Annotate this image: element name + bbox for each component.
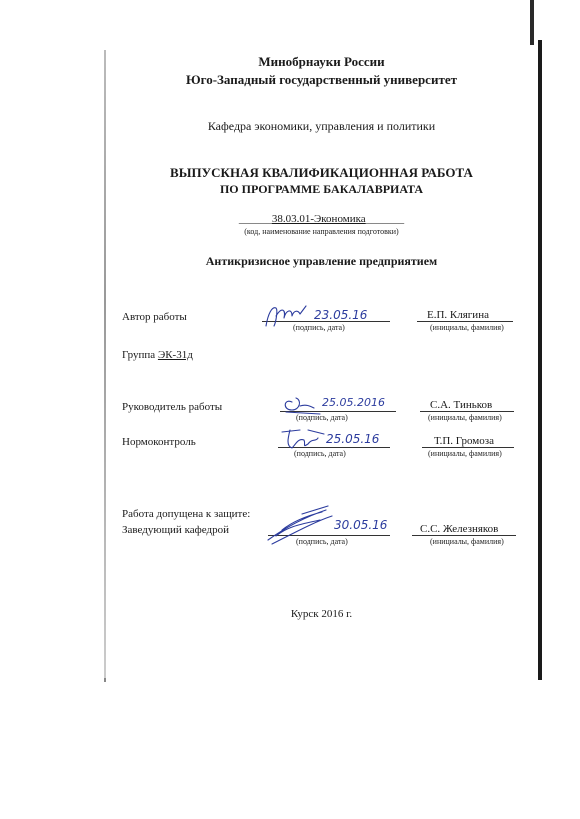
scan-edge-right [538, 40, 542, 680]
author-name: Е.П. Клягина [427, 309, 489, 321]
normcontrol-signature-caption: (подпись, дата) [294, 449, 346, 458]
head-signature [262, 500, 402, 548]
head-signature-caption: (подпись, дата) [296, 537, 348, 546]
normcontrol-handwritten-date: 25.05.16 [326, 432, 380, 446]
author-label: Автор работы [122, 311, 187, 323]
direction-suffix: _______ [365, 213, 405, 225]
author-signature [262, 300, 392, 330]
scan-edge-left [104, 50, 106, 680]
head-of-department-label: Заведующий кафедрой [122, 524, 229, 536]
supervisor-signature-caption: (подпись, дата) [296, 413, 348, 422]
author-signature-caption: (подпись, дата) [293, 323, 345, 332]
group-value: ЭК-31д [157, 349, 193, 361]
admission-label: Работа допущена к защите: [122, 508, 251, 520]
scan-edge-right-top [530, 0, 534, 45]
supervisor-signature [280, 388, 410, 418]
city-year: Курск 2016 г. [290, 608, 353, 620]
direction-caption: (код, наименование направления подготовки) [244, 227, 399, 236]
work-title-line1: ВЫПУСКНАЯ КВАЛИФИКАЦИОННАЯ РАБОТА [170, 165, 473, 180]
head-handwritten-date: 30.05.16 [334, 518, 388, 532]
direction-prefix: ______ [238, 213, 272, 225]
university-name: Юго-Западный государственный университет [186, 72, 457, 87]
supervisor-name: С.А. Тиньков [430, 399, 493, 411]
head-name-caption: (инициалы, фамилия) [430, 537, 504, 546]
thesis-topic: Антикризисное управление предприятием [205, 254, 438, 268]
normcontrol-name: Т.П. Громоза [434, 435, 494, 447]
author-handwritten-date: 23.05.16 [314, 308, 368, 322]
scan-mark [104, 678, 106, 682]
group-label: Группа [122, 349, 156, 361]
supervisor-handwritten-date: 25.05.2016 [322, 396, 385, 409]
direction-field [105, 213, 538, 225]
normcontrol-signature [278, 424, 408, 454]
supervisor-name-caption: (инициалы, фамилия) [428, 413, 502, 422]
author-name-caption: (инициалы, фамилия) [430, 323, 504, 332]
head-name: С.С. Железняков [420, 523, 499, 535]
ministry-name: Минобрнауки России [258, 54, 385, 69]
normcontrol-name-caption: (инициалы, фамилия) [428, 449, 502, 458]
department-name: Кафедра экономики, управления и политики [207, 119, 436, 133]
supervisor-label: Руководитель работы [122, 401, 223, 413]
direction-value: 38.03.01-Экономика [271, 213, 366, 225]
normcontrol-label: Нормоконтроль [122, 436, 196, 448]
group-field [122, 349, 193, 361]
work-title-line2: ПО ПРОГРАММЕ БАКАЛАВРИАТА [219, 182, 424, 196]
